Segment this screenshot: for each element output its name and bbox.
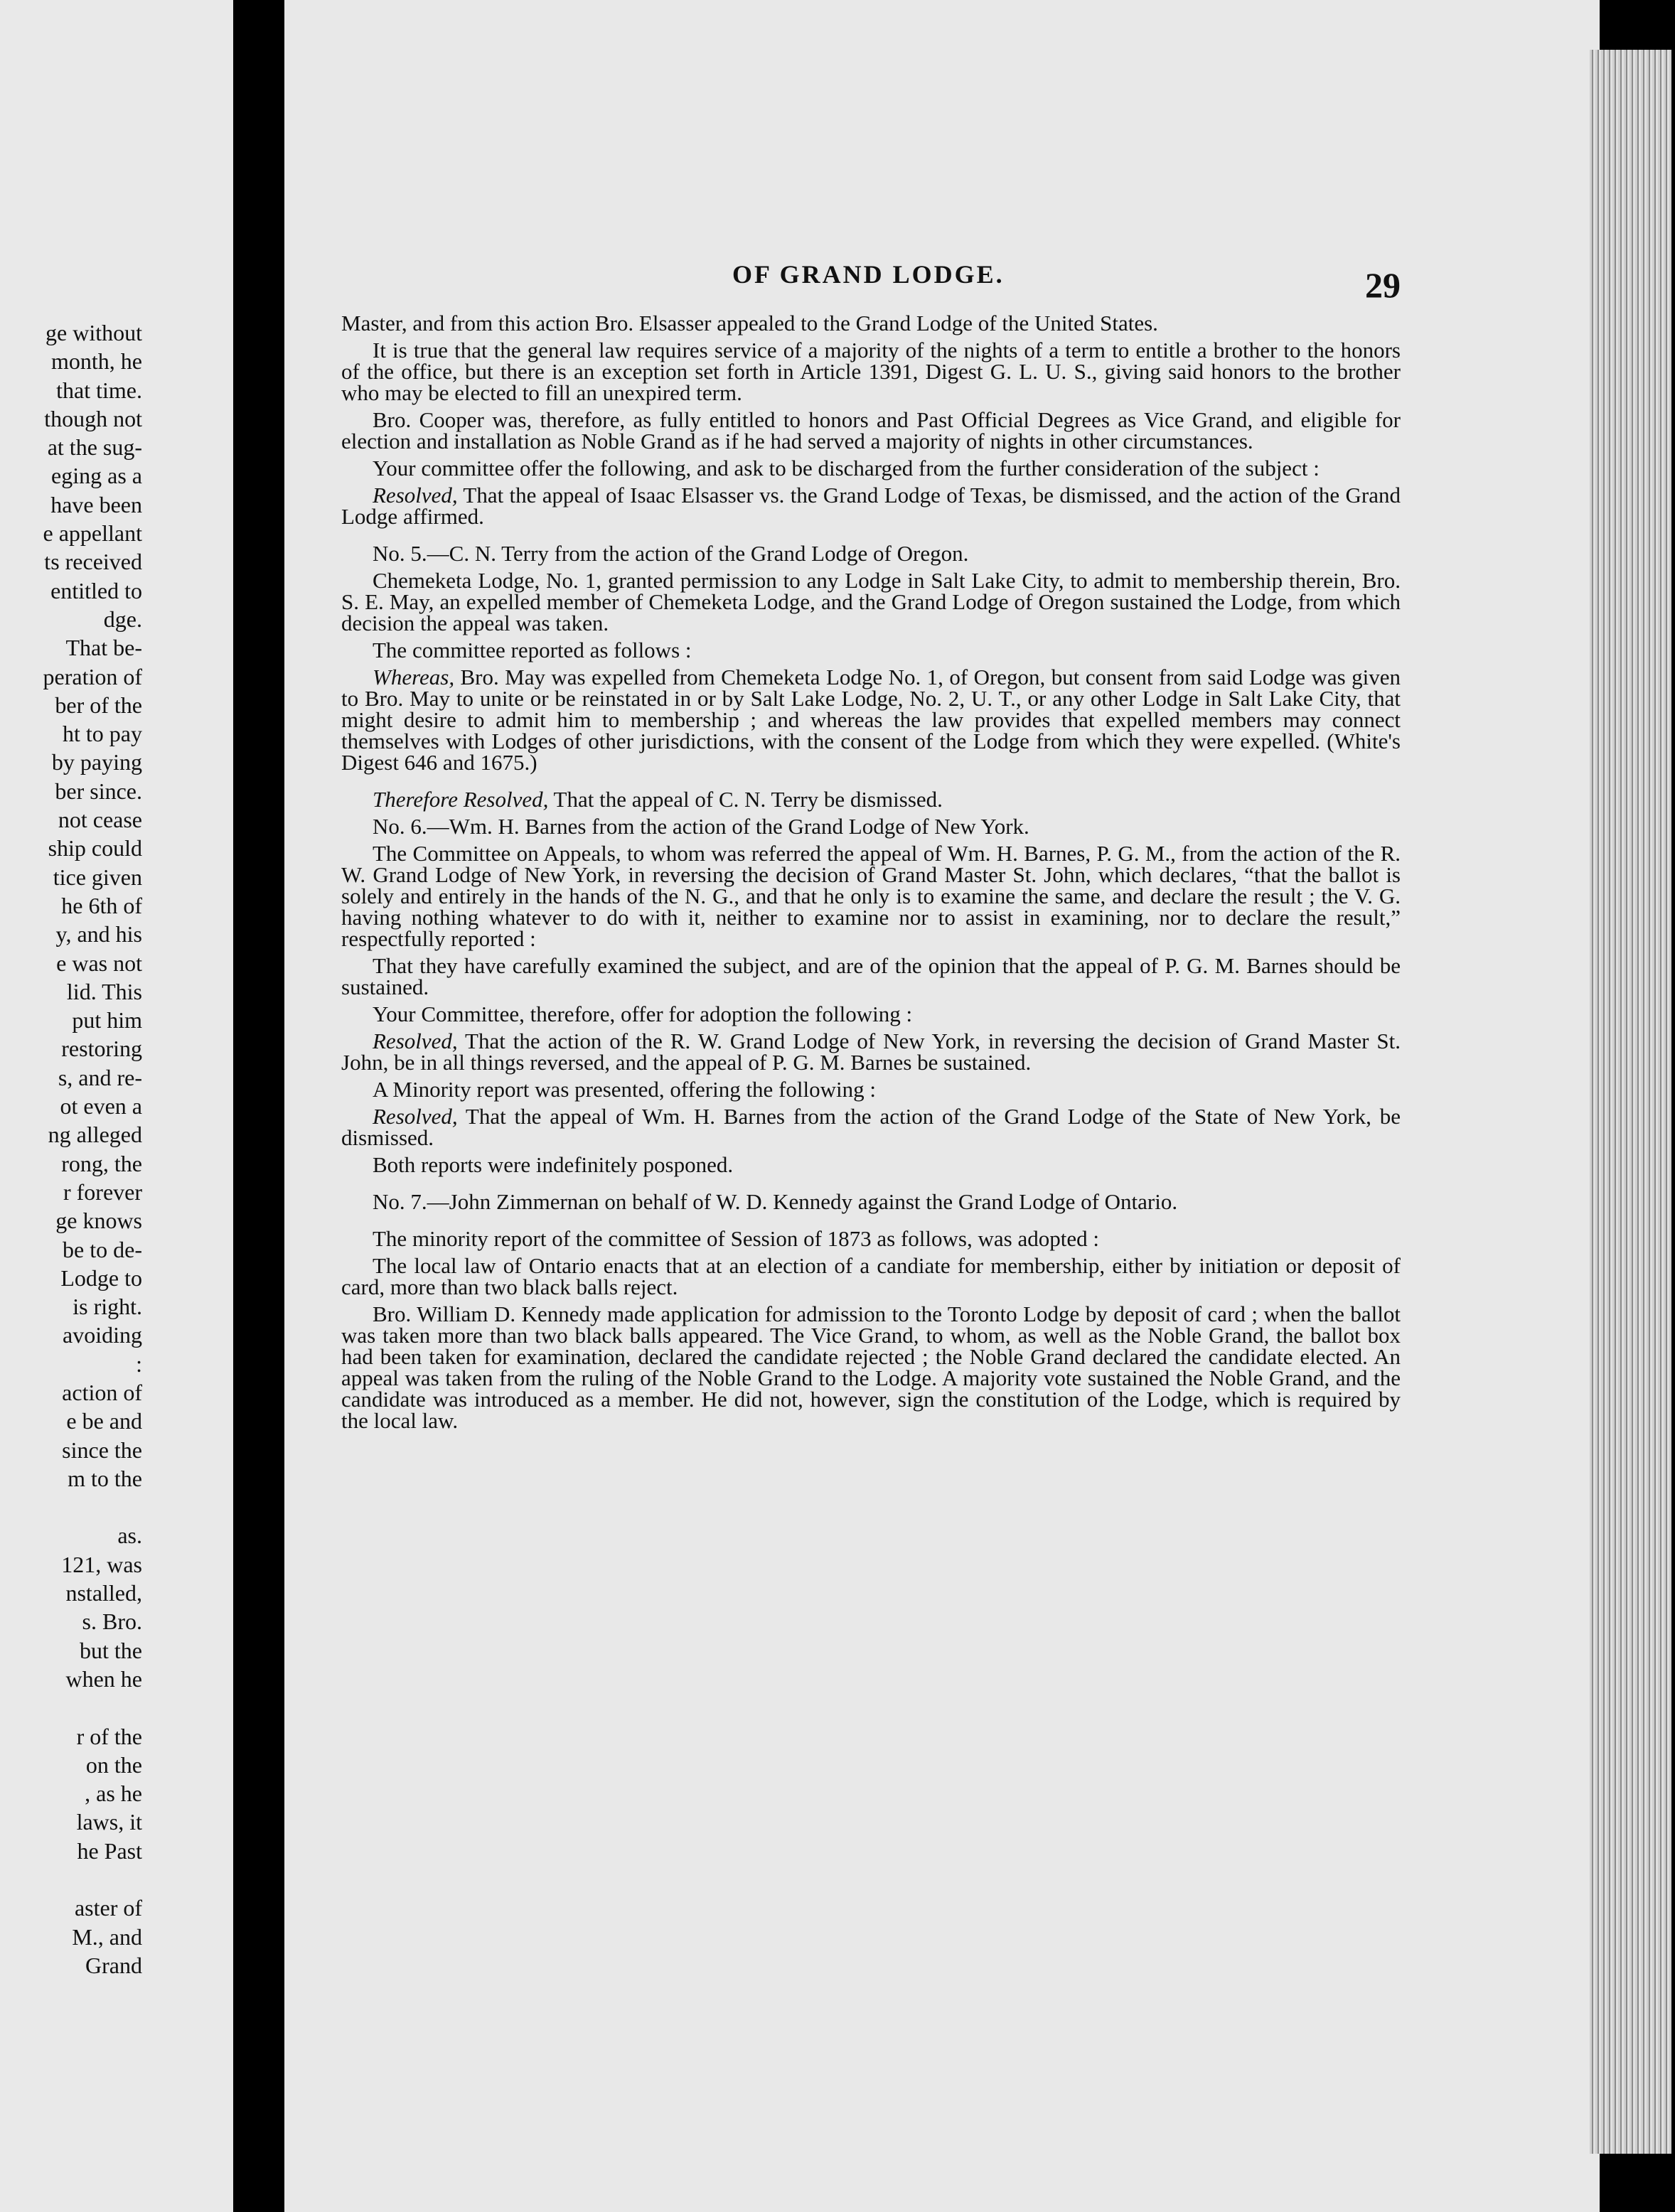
paragraph: The committee reported as follows :: [373, 638, 692, 662]
paragraph: Chemeketa Lodge, No. 1, granted permission to any Lodge in Salt Lake City, to admit to membership therein, Bro. S. E. May, an expelled member of Chemeketa Lodge, and the Grand Lodge of Oregon sustained the Lodge, from which decision the appeal was taken.: [341, 568, 1401, 635]
left-page-line: m to the: [68, 1465, 142, 1491]
left-page-text: [0, 318, 142, 1980]
paragraph: That they have carefully examined the subject, and are of the opinion that the appeal of P. G. M. Barnes should be sustained.: [341, 953, 1401, 999]
left-page-line: since the: [62, 1437, 142, 1463]
left-page-line: action of: [62, 1379, 142, 1405]
resolution-lead: Resolved,: [373, 1029, 458, 1053]
left-page-line: have been: [50, 491, 142, 517]
resolution: [341, 1031, 1401, 1073]
left-page-line: r of the: [76, 1723, 142, 1749]
left-page-line: 121, was: [61, 1551, 142, 1577]
left-page-line: though not: [44, 405, 142, 431]
left-page-line: laws, it: [76, 1809, 142, 1835]
left-page-line: ge knows: [55, 1208, 142, 1234]
left-page-line: avoiding: [63, 1322, 142, 1348]
left-page-line: ts received: [44, 549, 142, 575]
paragraph: It is true that the general law requires service of a majority of the nights of a term to entitle a brother to the honors of the office, but there is an exception set forth in Article 1391, Digest G. L. U. S., giving said honors to the brother who may be elected to fill an unexpired term.: [341, 338, 1401, 405]
left-page-line: :: [136, 1351, 142, 1377]
paragraph: The Committee on Appeals, to whom was referred the appeal of Wm. H. Barnes, P. G. M., from the action of the R. W. Grand Lodge of New York, in reversing the decision of Grand Master St. John, which declares, “that the ballot is solely and entirely in the hands of the N. G., and that he only is to examine the same, and declare the result ; the V. G. having nothing whatever to do with it, neither to examine nor to assist in examining, nor to declare the result,” respectfully reported :: [341, 841, 1401, 951]
running-head: OF GRAND LODGE.: [732, 260, 1005, 289]
left-page-line: is right.: [73, 1294, 142, 1320]
left-page-line: at the sug-: [47, 434, 142, 461]
left-page-line: [0, 1493, 142, 1521]
paragraph: The minority report of the committee of Session of 1873 as follows, was adopted :: [373, 1226, 1099, 1251]
left-page-line: ship could: [48, 835, 142, 861]
left-page-fragment: [0, 0, 233, 2212]
resolution-lead: Therefore Resolved,: [373, 787, 549, 812]
paragraph: The local law of Ontario enacts that at an election of a candiate for membership, either by initiation or deposit of card, more than two black balls reject.: [341, 1253, 1401, 1299]
left-page-line: Grand: [85, 1952, 142, 1978]
paragraph: Bro. Cooper was, therefore, as fully entitled to honors and Past Official Degrees as Vice Grand, and eligible for election and installation as Noble Grand as if he had served a majority of nights in other circumstances.: [341, 407, 1401, 453]
left-page-line: nstalled,: [65, 1580, 142, 1606]
resolution-text: That the appeal of Isaac Elsasser vs. the Grand Lodge of Texas, be dismissed, and the action of the Grand Lodge affirmed.: [341, 483, 1401, 529]
paragraph: Your committee offer the following, and ask to be discharged from the further consideration of the subject :: [373, 456, 1320, 480]
left-page-line: s. Bro.: [82, 1609, 142, 1635]
left-page-line: ber since.: [55, 778, 142, 804]
left-page-line: but the: [80, 1637, 142, 1663]
left-page-line: that time.: [56, 377, 142, 403]
resolution-text: Bro. May was expelled from Chemeketa Lodge No. 1, of Oregon, but consent from said Lodge was given to Bro. May to unite or be reinstated in or by Salt Lake Lodge, No. 2, U. T., or any other Lodge in Salt Lake City, that might desire to admit him to membership ; and whereas the law provides that expelled members may connect themselves with Lodges of other jurisdictions, with the consent of the Lodge from which they were expelled. (White's Digest 646 and 1675.): [341, 665, 1401, 775]
left-page-line: ht to pay: [63, 721, 142, 747]
resolution-text: That the appeal of C. N. Terry be dismissed.: [548, 787, 943, 812]
left-page-line: tice given: [53, 864, 142, 890]
left-page-line: on the: [85, 1751, 142, 1778]
resolution-lead: Whereas,: [373, 665, 455, 689]
resolution-text: That the appeal of Wm. H. Barnes from the action of the Grand Lodge of the State of New York, be dismissed.: [341, 1104, 1401, 1150]
left-page-line: M., and: [72, 1923, 142, 1950]
paragraph: Both reports were indefinitely posponed.: [373, 1152, 734, 1177]
left-page-line: ot even a: [60, 1093, 142, 1120]
left-page-line: ge without: [46, 320, 142, 345]
left-page-line: by paying: [51, 749, 142, 775]
case-heading: No. 5.—C. N. Terry from the action of the Grand Lodge of Oregon.: [373, 541, 969, 566]
resolution: [341, 1106, 1401, 1149]
left-page-line: restoring: [61, 1036, 142, 1062]
left-page-line: Lodge to: [60, 1265, 142, 1291]
paragraph: Bro. William D. Kennedy made application for admission to the Toronto Lodge by deposit of card ; when the ballot was taken more than two black balls appeared. The Vice Grand, to whom, as well as the Noble Grand, the ballot box had been taken for examination, declared the candidate rejected ; the Noble Grand declared the candidate elected. An appeal was taken from the ruling of the Noble Grand to the Lodge. A majority vote sustained the Noble Grand, and the candidate was introduced as a member. He did not, however, sign the constitution of the Lodge, which is required by the local law.: [341, 1301, 1401, 1433]
left-page-line: lid. This: [66, 978, 142, 1004]
left-page-line: he 6th of: [61, 892, 142, 918]
page-edges: [1590, 50, 1671, 2154]
left-page-line: That be-: [65, 635, 142, 661]
left-page-line: y, and his: [55, 921, 142, 947]
resolution-text: That the action of the R. W. Grand Lodge of New York, in reversing the decision of Grand Master St. John, be in all things reversed, and the appeal of P. G. M. Barnes be sustained.: [341, 1029, 1401, 1075]
left-page-line: dge.: [103, 606, 142, 632]
left-page-line: as.: [117, 1523, 142, 1549]
left-page-line: e be and: [66, 1408, 142, 1434]
resolution: [341, 789, 1401, 810]
left-page-line: ber of the: [55, 692, 142, 718]
left-page-line: r forever: [63, 1179, 142, 1205]
left-page-line: entitled to: [50, 577, 142, 603]
resolution-lead: Resolved,: [373, 483, 458, 508]
left-page-line: ng alleged: [48, 1122, 142, 1148]
left-page-line: put him: [72, 1007, 142, 1033]
left-page-line: rong, the: [61, 1150, 142, 1176]
left-page-line: s, and re-: [58, 1064, 142, 1090]
left-page-line: month, he: [51, 348, 142, 375]
left-page-line: , as he: [85, 1781, 142, 1807]
left-page-line: peration of: [43, 663, 142, 689]
left-page-line: e appellant: [43, 520, 142, 547]
left-page-line: he Past: [77, 1837, 142, 1864]
paragraph: Master, and from this action Bro. Elsasser appealed to the Grand Lodge of the United States.: [341, 311, 1158, 335]
left-page-line: aster of: [74, 1895, 142, 1921]
left-page-line: be to de-: [63, 1236, 142, 1262]
left-page-line: eging as a: [51, 463, 142, 489]
page-number: 29: [1365, 265, 1401, 305]
left-page-line: when he: [65, 1665, 142, 1692]
resolution-lead: Resolved,: [373, 1104, 458, 1129]
resolution: [341, 485, 1401, 527]
resolution: [341, 667, 1401, 773]
left-page-line: [0, 1693, 142, 1722]
left-page-line: not cease: [58, 807, 142, 833]
body-text: [341, 313, 1401, 1437]
left-page-line: [0, 1865, 142, 1894]
left-page-line: e was not: [56, 950, 142, 976]
paragraph: A Minority report was presented, offering the following :: [373, 1077, 876, 1102]
case-heading: No. 7.—John Zimmernan on behalf of W. D. Kennedy against the Grand Lodge of Ontario.: [373, 1189, 1178, 1214]
case-heading: No. 6.—Wm. H. Barnes from the action of the Grand Lodge of New York.: [373, 814, 1029, 839]
paragraph: Your Committee, therefore, offer for adoption the following :: [373, 1002, 913, 1026]
